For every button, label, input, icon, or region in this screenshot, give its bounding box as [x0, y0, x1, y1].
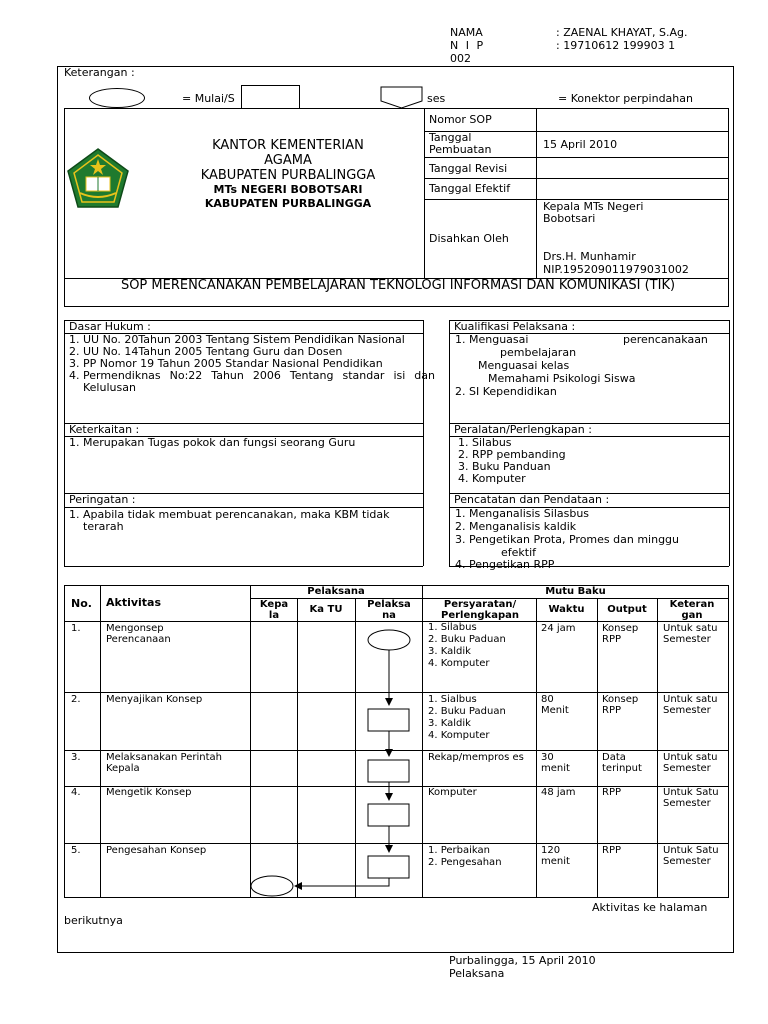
list-item: 1. Apabila tidak membuat perencanakan, maka KBM tidak terarah: [83, 509, 413, 533]
institution-line2: AGAMA: [264, 153, 312, 168]
pencatatan-item1: 1. Menganalisis Silasbus: [455, 507, 590, 520]
peralatan-list: [454, 437, 732, 485]
nip-label: N I P: [450, 39, 486, 52]
list-item: 2. RPP pembanding: [472, 449, 732, 461]
row3-keterangan: Untuk satu Semester: [663, 752, 718, 774]
nomor-sop-label: Nomor SOP: [429, 113, 492, 126]
row3-aktivitas: Melaksanakan Perintah Kepala: [106, 752, 222, 774]
keterkaitan-title: Keterkaitan :: [69, 423, 140, 436]
flow-process-4: [368, 856, 409, 878]
dasar-hukum-list: [66, 334, 435, 394]
header-mutu-baku: Mutu Baku: [545, 586, 606, 597]
kualifikasi-item1: 1. Menguasai: [455, 333, 529, 346]
row2-keterangan: Untuk satu Semester: [663, 694, 718, 716]
flow-end-terminator: [251, 876, 293, 896]
legend-start-shape: [89, 88, 145, 108]
flowchart: [240, 625, 430, 905]
row2-no: 2.: [71, 694, 81, 705]
disahkan-line3: NIP.195209011979031002: [543, 263, 689, 276]
flow-process-2: [368, 760, 409, 782]
row3-persyaratan-1: Rekap/mempros es: [428, 752, 524, 763]
header-pelaksana: Pelaksana: [307, 586, 365, 597]
row5-keterangan: Untuk Satu Semester: [663, 845, 719, 867]
row2-waktu: 80 Menit: [541, 694, 569, 716]
disahkan-line1: Kepala MTs Negeri Bobotsari: [543, 200, 644, 225]
row5-no: 5.: [71, 845, 81, 856]
row1-keterangan: Untuk satu Semester: [663, 623, 718, 645]
kualifikasi-title: Kualifikasi Pelaksana :: [454, 320, 576, 333]
header-no: No.: [71, 597, 92, 610]
kualifikasi-item1-b: perencanakaan: [623, 333, 708, 346]
list-item: 3. PP Nomor 19 Tahun 2005 Standar Nasional Pendidikan: [83, 358, 435, 370]
ministry-logo-icon: [64, 147, 132, 211]
header-kepala: Kepa la: [259, 599, 289, 621]
kualifikasi-item2: 2. SI Kependidikan: [455, 385, 557, 398]
nip-value: : 19710612 199903 1: [556, 39, 676, 52]
row2-persyaratan-1: 1. Sialbus: [428, 694, 477, 705]
tanggal-revisi-label: Tanggal Revisi: [429, 162, 508, 175]
row1-persyaratan-2: 2. Buku Paduan: [428, 634, 506, 645]
disahkan-line2: Drs.H. Munhamir: [543, 250, 636, 263]
tanggal-pembuatan-label: Tanggal Pembuatan: [429, 131, 492, 156]
header-pelaksana-sub: Pelaksa na: [367, 599, 411, 621]
legend-connector-shape: [380, 86, 424, 110]
row1-no: 1.: [71, 623, 81, 634]
header-output: Output: [607, 604, 647, 615]
header-katu: Ka TU: [309, 604, 343, 615]
flow-process-1: [368, 709, 409, 731]
row3-no: 3.: [71, 752, 81, 763]
row5-output: RPP: [602, 845, 622, 856]
row2-persyaratan-4: 4. Komputer: [428, 730, 490, 741]
row3-waktu: 30 menit: [541, 752, 570, 774]
legend-process-shape: [241, 85, 300, 109]
list-item: 4. Permendiknas No:22 Tahun 2006 Tentang standar isi dan Kelulusan: [83, 370, 435, 394]
kualifikasi-item1-e: Memahami Psikologi Siswa: [488, 372, 636, 385]
institution-line4: MTs NEGERI BOBOTSARI: [213, 183, 363, 196]
header-keterangan: Keteran gan: [669, 599, 715, 621]
tanggal-pembuatan-value: 15 April 2010: [543, 138, 618, 151]
row4-persyaratan-1: Komputer: [428, 787, 477, 798]
kualifikasi-item1-c: pembelajaran: [500, 346, 577, 359]
row2-output: Konsep RPP: [602, 694, 639, 716]
row1-persyaratan-4: 4. Komputer: [428, 658, 490, 669]
row1-aktivitas: Mengonsep Perencanaan: [106, 623, 171, 645]
flow-process-3: [368, 804, 409, 826]
row4-aktivitas: Mengetik Konsep: [106, 787, 192, 798]
row4-keterangan: Untuk Satu Semester: [663, 787, 719, 809]
header-persyaratan: Persyaratan/ Perlengkapan: [441, 599, 519, 621]
header-aktivitas: Aktivitas: [106, 596, 162, 609]
footer-note-a: Aktivitas ke halaman: [592, 901, 708, 914]
kualifikasi-item1-d: Menguasai kelas: [478, 359, 570, 372]
row4-output: RPP: [602, 787, 622, 798]
row1-waktu: 24 jam: [541, 623, 576, 634]
tanggal-efektif-label: Tanggal Efektif: [429, 182, 511, 195]
row5-waktu: 120 menit: [541, 845, 570, 867]
legend-title: Keterangan :: [64, 66, 135, 79]
dasar-hukum-title: Dasar Hukum :: [69, 320, 151, 333]
row1-persyaratan-1: 1. Silabus: [428, 622, 477, 633]
peringatan-title: Peringatan :: [69, 493, 136, 506]
sop-title: SOP MERENCANAKAN PEMBELAJARAN TEKNOLOGI INFORMASI DAN KOMUNIKASI (TIK): [120, 278, 676, 293]
list-item: 2. UU No. 14Tahun 2005 Tentang Guru dan Dosen: [83, 346, 435, 358]
pencatatan-title: Pencatatan dan Pendataan :: [454, 493, 610, 506]
legend-process-label: ses: [427, 92, 446, 105]
nama-label: NAMA: [450, 26, 483, 39]
row5-persyaratan-2: 2. Pengesahan: [428, 857, 502, 868]
nip-continuation: 002: [450, 52, 471, 65]
row3-output: Data terinput: [602, 752, 642, 774]
signature-place-date: Purbalingga, 15 April 2010: [449, 954, 596, 967]
pencatatan-item4: 4. Pengetikan RPP: [455, 558, 555, 571]
disahkan-label: Disahkan Oleh: [429, 232, 509, 245]
pencatatan-item2: 2. Menganalisis kaldik: [455, 520, 577, 533]
list-item: 1. Silabus: [472, 437, 732, 449]
row1-output: Konsep RPP: [602, 623, 639, 645]
peringatan-list: [66, 509, 413, 533]
row4-no: 4.: [71, 787, 81, 798]
institution-line3: KABUPATEN PURBALINGGA: [200, 168, 376, 183]
list-item: 1. UU No. 20Tahun 2003 Tentang Sistem Pendidikan Nasional: [83, 334, 435, 346]
peralatan-title: Peralatan/Perlengkapan :: [454, 423, 592, 436]
row5-aktivitas: Pengesahan Konsep: [106, 845, 207, 856]
row2-persyaratan-3: 3. Kaldik: [428, 718, 471, 729]
row2-persyaratan-2: 2. Buku Paduan: [428, 706, 506, 717]
pencatatan-item3-b: efektif: [501, 546, 537, 559]
nama-value: : ZAENAL KHAYAT, S.Ag.: [556, 26, 688, 39]
pencatatan-item3: 3. Pengetikan Prota, Promes dan minggu: [455, 533, 680, 546]
signature-role: Pelaksana: [449, 967, 505, 980]
row4-waktu: 48 jam: [541, 787, 576, 798]
header-waktu: Waktu: [548, 604, 585, 615]
flow-start-terminator: [368, 630, 410, 650]
list-item: 3. Buku Panduan: [472, 461, 732, 473]
row2-aktivitas: Menyajikan Konsep: [106, 694, 203, 705]
list-item: 1. Merupakan Tugas pokok dan fungsi seorang Guru: [83, 437, 435, 449]
keterkaitan-list: [66, 437, 435, 449]
institution-line5: KABUPATEN PURBALINGGA: [204, 197, 372, 210]
legend-start-label: = Mulai/S: [182, 92, 235, 105]
institution-line1: KANTOR KEMENTERIAN: [212, 138, 364, 153]
list-item: 4. Komputer: [472, 473, 732, 485]
row1-persyaratan-3: 3. Kaldik: [428, 646, 471, 657]
legend-connector-label: = Konektor perpindahan: [558, 92, 693, 105]
footer-note-b: berikutnya: [64, 914, 123, 927]
row5-persyaratan-1: 1. Perbaikan: [428, 845, 490, 856]
